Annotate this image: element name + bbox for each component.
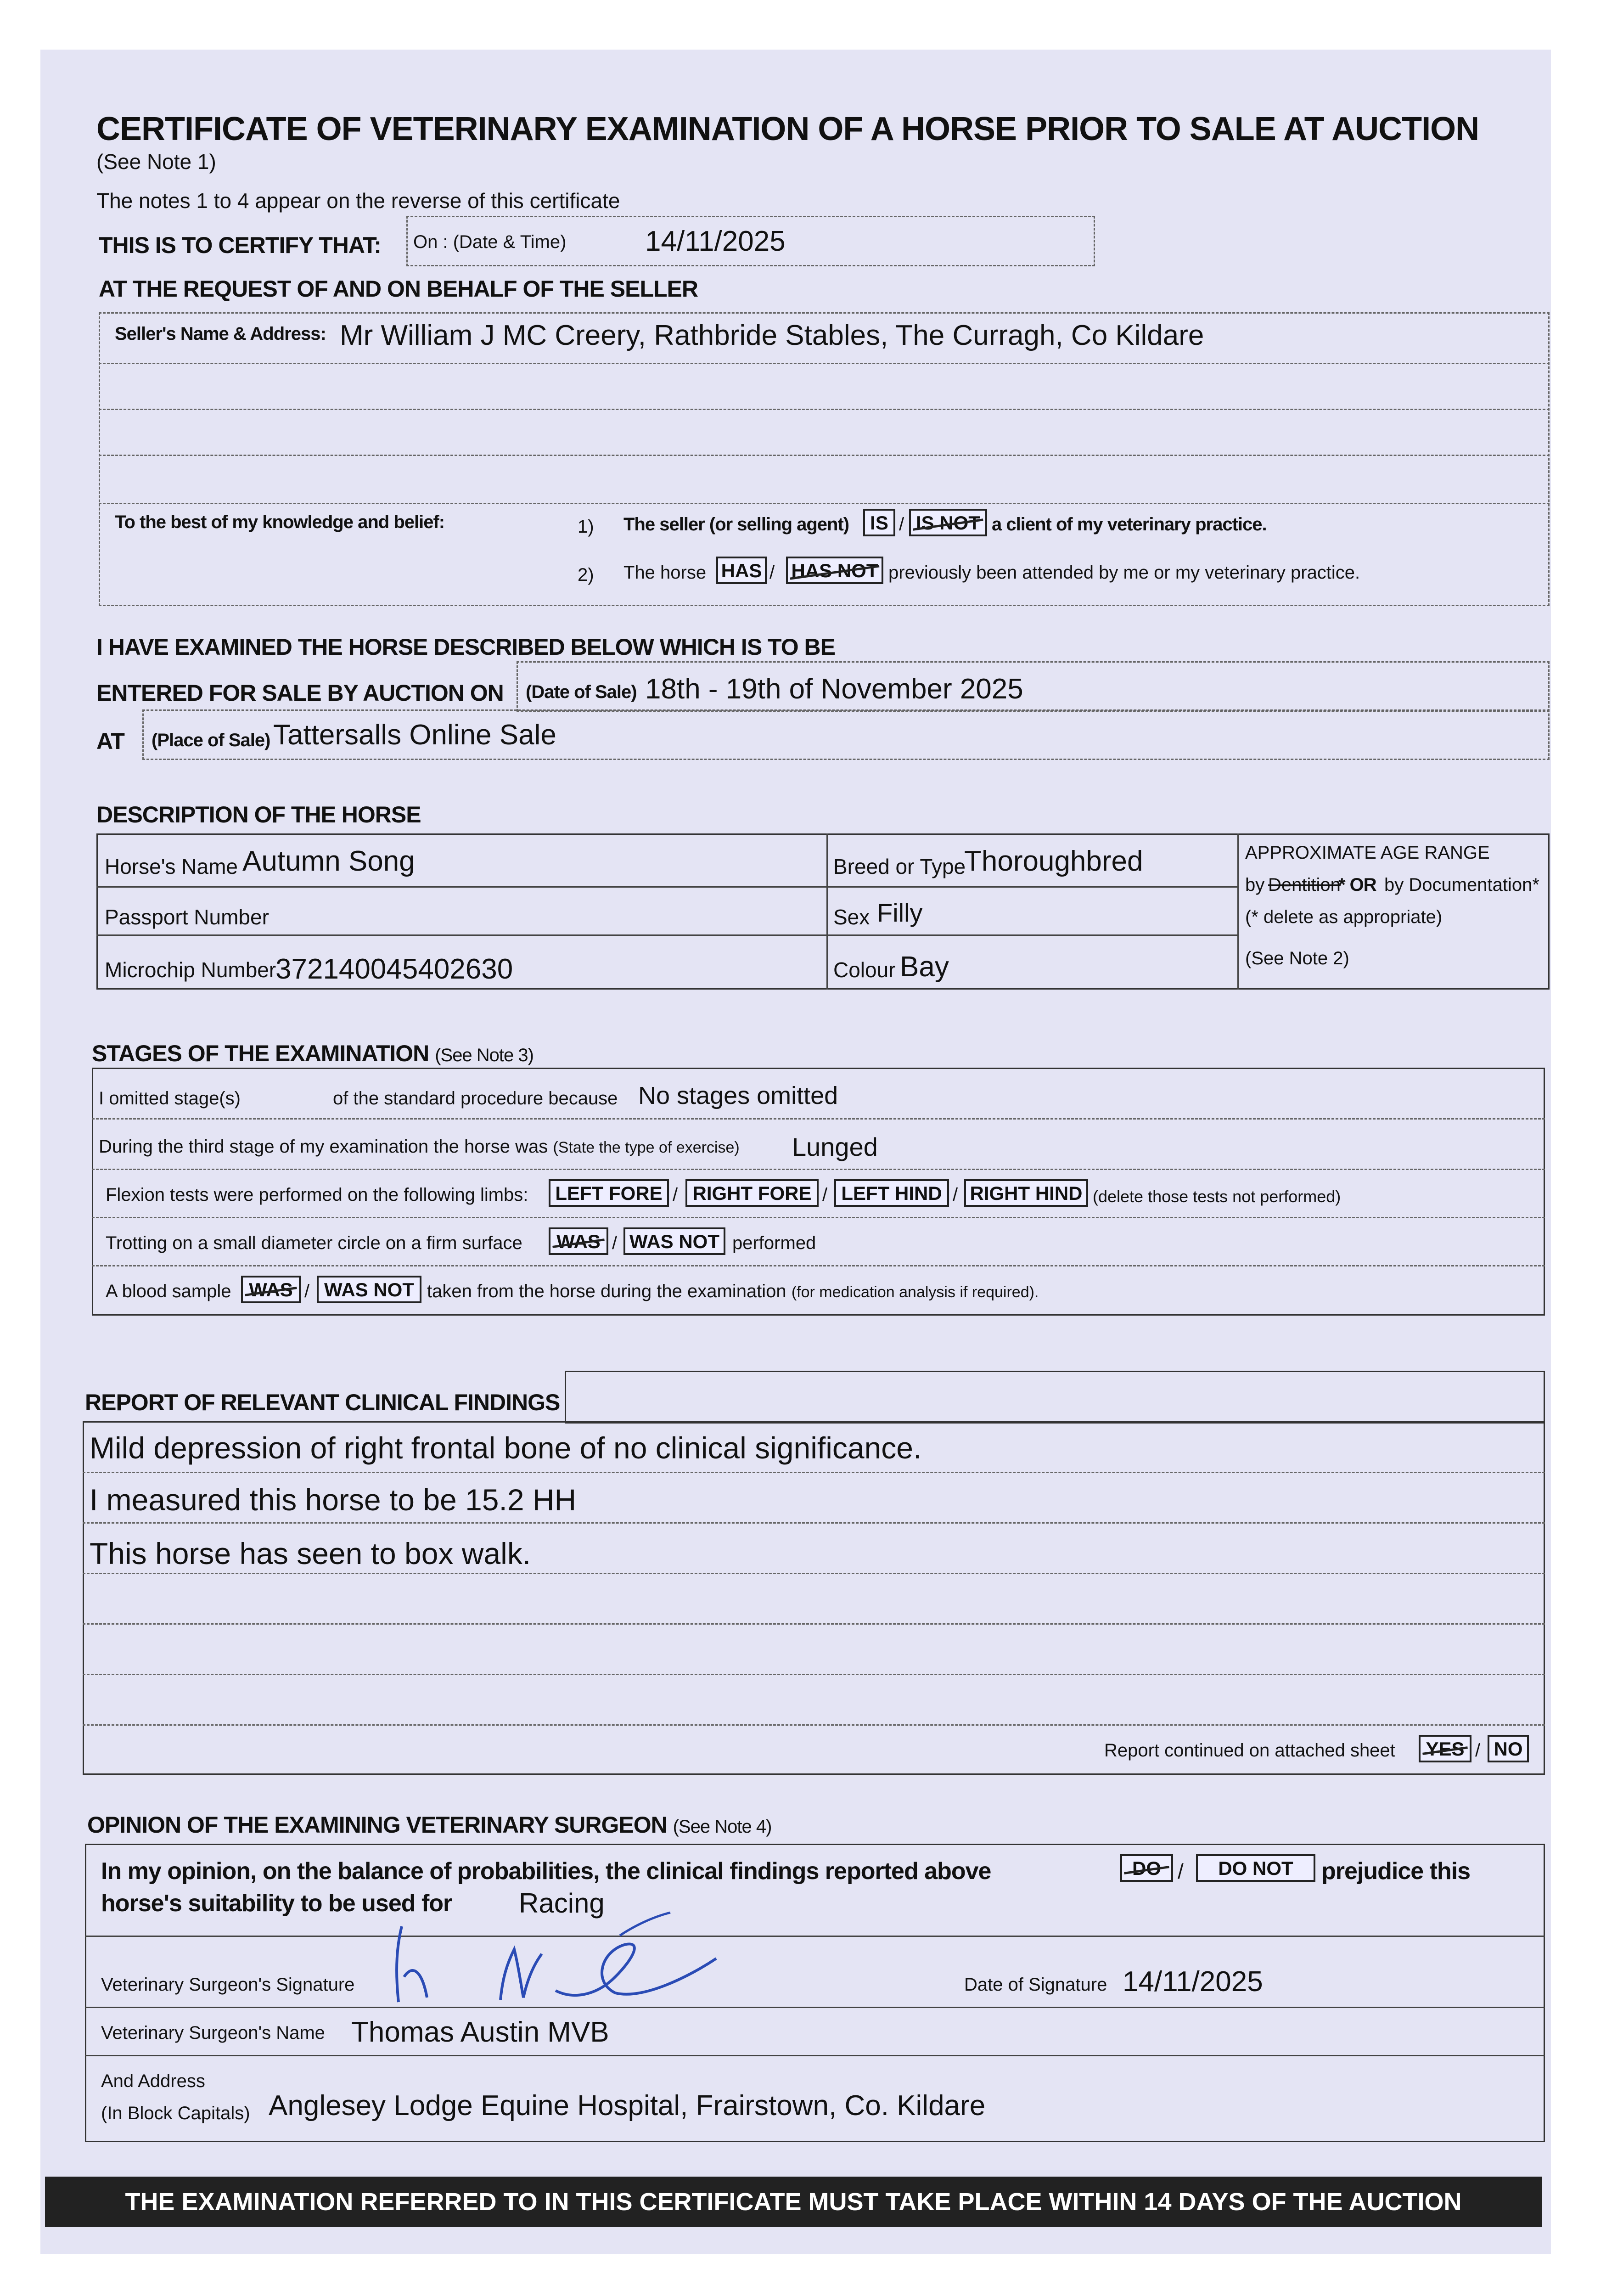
examined-line-1: I HAVE EXAMINED THE HORSE DESCRIBED BELOW WHICH IS TO BE [96, 634, 835, 660]
separator: / [953, 1185, 958, 1205]
omitted-value: No stages omitted [638, 1082, 838, 1109]
report-line-2: I measured this horse to be 15.2 HH [90, 1483, 577, 1517]
flexion-tail: (delete those tests not performed) [1093, 1187, 1341, 1206]
trot-was-not-option[interactable]: WAS NOT [623, 1227, 725, 1255]
left-fore-option[interactable]: LEFT FORE [549, 1179, 669, 1207]
right-fore-option[interactable]: RIGHT FORE [685, 1179, 819, 1207]
separator: / [822, 1185, 828, 1205]
horse-name-label: Horse's Name [105, 855, 238, 878]
at-label: AT [96, 728, 124, 754]
exam-date-value: 14/11/2025 [645, 225, 786, 257]
breed-label: Breed or Type [833, 855, 966, 878]
signature-image [376, 1908, 735, 2007]
colour-label: Colour [833, 958, 896, 982]
item-number: 1) [578, 517, 594, 537]
is-option[interactable]: IS [863, 509, 895, 536]
has-not-option[interactable]: HAS NOT [786, 557, 883, 584]
age-by: by [1245, 875, 1265, 895]
colour-value: Bay [900, 951, 949, 983]
signature-date-label: Date of Signature [964, 1975, 1107, 1995]
passport-label: Passport Number [105, 905, 269, 929]
address-value: Anglesey Lodge Equine Hospital, Frairstown, Co. Kildare [269, 2090, 986, 2122]
horse-attended-text: The horse [623, 563, 707, 583]
age-range-label: APPROXIMATE AGE RANGE [1245, 843, 1490, 863]
use-value: Racing [519, 1888, 605, 1919]
microchip-value: 372140045402630 [275, 953, 513, 985]
examined-line-2: ENTERED FOR SALE BY AUCTION ON [96, 680, 504, 706]
flexion-label: Flexion tests were performed on the following limbs: [106, 1185, 528, 1205]
age-or: * OR [1338, 875, 1376, 895]
trot-tail: performed [732, 1233, 816, 1253]
signature-date-value: 14/11/2025 [1123, 1966, 1263, 1998]
blood-was-option[interactable]: WAS [241, 1276, 301, 1303]
opinion-text-1: In my opinion, on the balance of probabilities, the clinical findings reported above [101, 1858, 991, 1885]
continued-yes-option[interactable]: YES [1419, 1735, 1471, 1762]
separator: / [899, 514, 904, 535]
address-label-2: (In Block Capitals) [101, 2103, 250, 2123]
surgeon-name-label: Veterinary Surgeon's Name [101, 2023, 325, 2043]
certificate-title: CERTIFICATE OF VETERINARY EXAMINATION OF A HORSE PRIOR TO SALE AT AUCTION [96, 111, 1479, 147]
horse-attended-tail: previously been attended by me or my veterinary practice. [888, 563, 1360, 583]
horse-name-value: Autumn Song [242, 845, 415, 877]
footer-banner: THE EXAMINATION REFERRED TO IN THIS CERTIFICATE MUST TAKE PLACE WITHIN 14 DAYS OF THE AUCTION [45, 2177, 1542, 2227]
third-stage-value: Lunged [792, 1132, 878, 1161]
report-line-1: Mild depression of right frontal bone of no clinical significance. [90, 1431, 922, 1465]
breed-value: Thoroughbred [964, 845, 1143, 877]
exam-date-label: On : (Date & Time) [413, 232, 567, 252]
seller-label: Seller's Name & Address: [115, 324, 326, 344]
separator: / [1178, 1859, 1184, 1883]
report-box [83, 1421, 1545, 1775]
seller-client-text: The seller (or selling agent) [623, 514, 849, 535]
stages-heading: STAGES OF THE EXAMINATION (See Note 3) [92, 1041, 534, 1066]
age-documentation[interactable]: by Documentation* [1384, 875, 1539, 895]
age-dentition-struck[interactable]: Dentition [1268, 875, 1341, 895]
notes-line: The notes 1 to 4 appear on the reverse of this certificate [96, 189, 620, 213]
separator: / [612, 1233, 618, 1253]
sex-value: Filly [877, 898, 923, 927]
separator: / [769, 563, 775, 583]
report-line-3: This horse has seen to box walk. [90, 1536, 531, 1570]
seller-client-tail: a client of my veterinary practice. [992, 514, 1267, 535]
continued-no-option[interactable]: NO [1488, 1735, 1529, 1762]
left-hind-option[interactable]: LEFT HIND [834, 1179, 949, 1207]
opinion-text-2: horse's suitability to be used for [101, 1890, 452, 1917]
surgeon-name-value: Thomas Austin MVB [351, 2016, 609, 2048]
sex-label: Sex [833, 905, 870, 929]
blood-tail: taken from the horse during the examination (for medication analysis if required). [427, 1281, 1039, 1301]
microchip-label: Microchip Number [105, 958, 276, 982]
request-heading: AT THE REQUEST OF AND ON BEHALF OF THE SELLER [99, 276, 698, 302]
third-stage-label: During the third stage of my examination the horse was (State the type of exercise) [99, 1137, 740, 1157]
sale-place-label: (Place of Sale) [152, 730, 270, 750]
separator: / [1475, 1740, 1481, 1761]
is-not-option[interactable]: IS NOT [909, 509, 987, 536]
opinion-text-1-tail: prejudice this [1321, 1858, 1471, 1885]
item-number: 2) [578, 565, 594, 585]
omitted-mid: of the standard procedure because [333, 1088, 618, 1109]
separator: / [304, 1281, 310, 1301]
has-option[interactable]: HAS [716, 557, 767, 584]
knowledge-label: To the best of my knowledge and belief: [115, 512, 445, 532]
sale-date-label: (Date of Sale) [526, 682, 637, 702]
age-see-note: (See Note 2) [1245, 948, 1349, 968]
report-continued-label: Report continued on attached sheet [1104, 1740, 1395, 1761]
signature-label: Veterinary Surgeon's Signature [101, 1975, 355, 1995]
do-option[interactable]: DO [1120, 1854, 1173, 1882]
certify-label: THIS IS TO CERTIFY THAT: [99, 232, 381, 258]
do-not-option[interactable]: DO NOT [1196, 1854, 1315, 1882]
right-hind-option[interactable]: RIGHT HIND [964, 1179, 1088, 1207]
report-heading-box [565, 1371, 1545, 1424]
see-note-1: (See Note 1) [96, 150, 216, 174]
age-delete-note: (* delete as appropriate) [1245, 907, 1443, 927]
blood-was-not-option[interactable]: WAS NOT [317, 1276, 421, 1303]
trot-label: Trotting on a small diameter circle on a firm surface [106, 1233, 522, 1253]
seller-value[interactable]: Mr William J MC Creery, Rathbride Stables, The Curragh, Co Kildare [340, 320, 1204, 351]
report-heading: REPORT OF RELEVANT CLINICAL FINDINGS [85, 1390, 560, 1415]
address-label-1: And Address [101, 2071, 205, 2091]
omitted-label: I omitted stage(s) [99, 1088, 241, 1109]
sale-date-value: 18th - 19th of November 2025 [645, 673, 1023, 705]
opinion-heading: OPINION OF THE EXAMINING VETERINARY SURGEON (See Note 4) [87, 1812, 772, 1838]
separator: / [673, 1185, 678, 1205]
sale-place-value: Tattersalls Online Sale [273, 719, 556, 751]
blood-label: A blood sample [106, 1281, 231, 1301]
trot-was-option[interactable]: WAS [549, 1227, 608, 1255]
description-heading: DESCRIPTION OF THE HORSE [96, 802, 421, 827]
